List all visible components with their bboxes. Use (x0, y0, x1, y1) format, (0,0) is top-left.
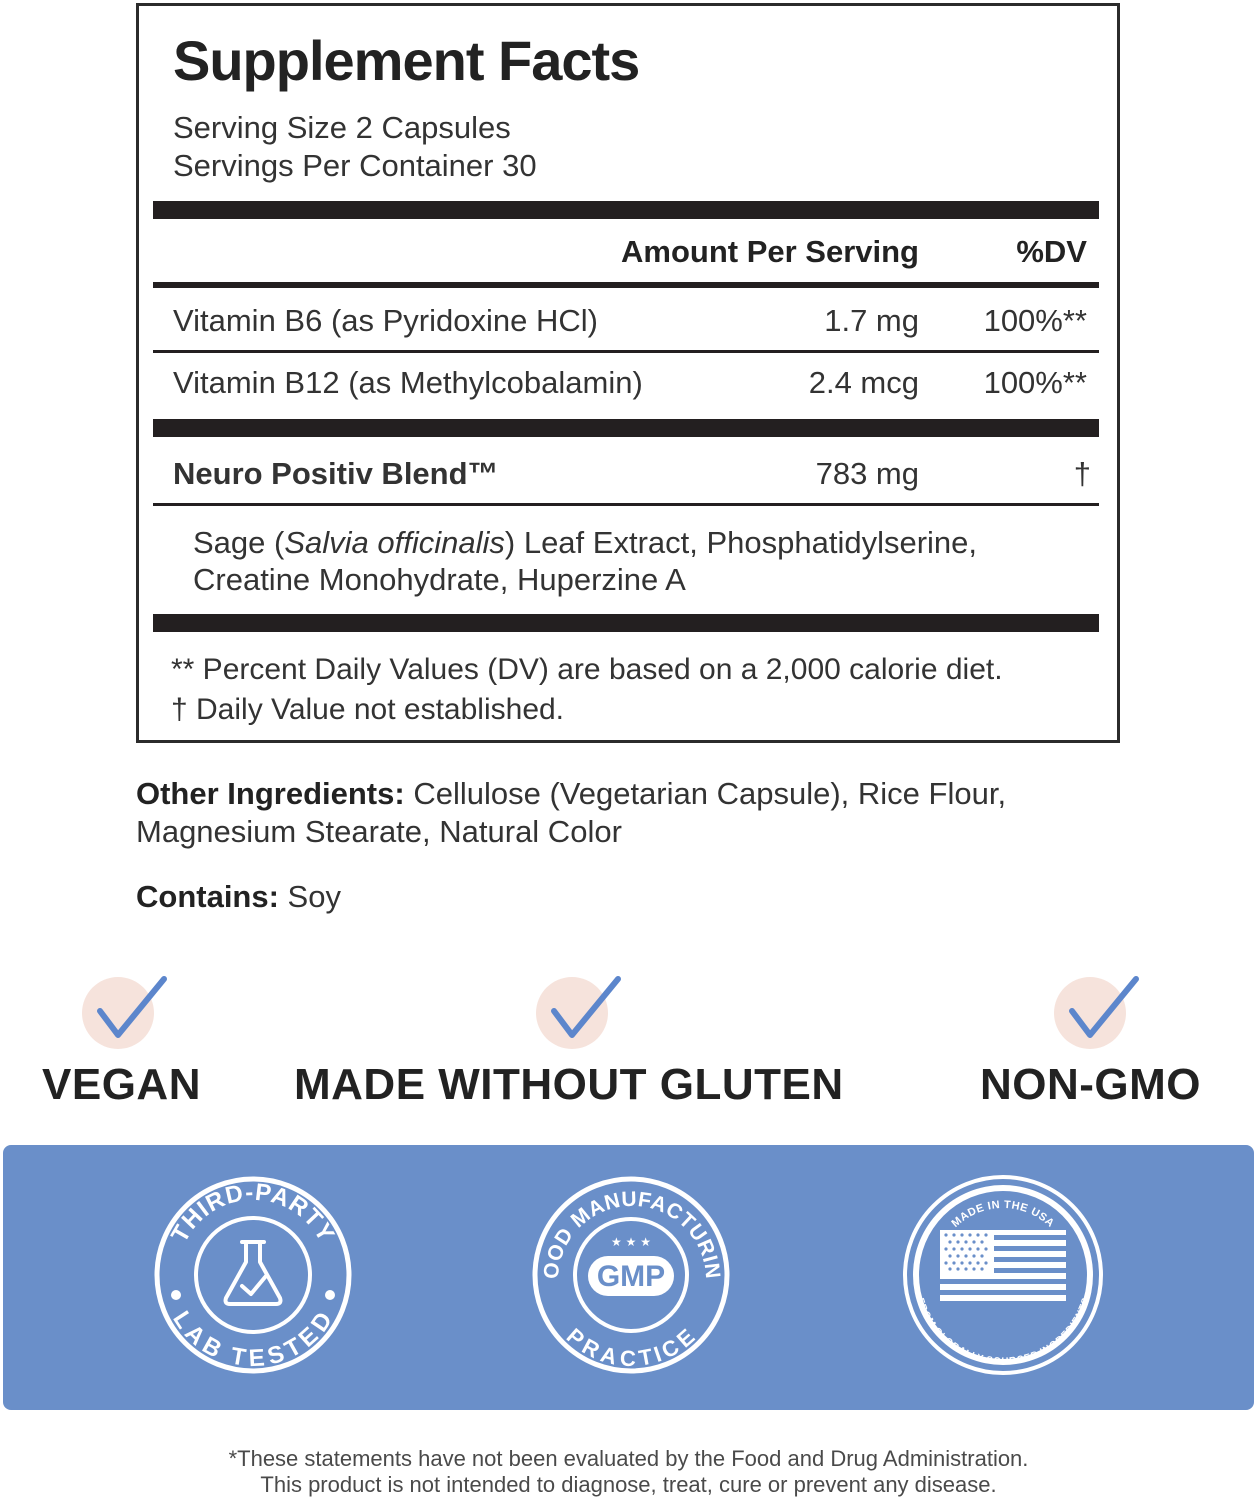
gmp-stars: ★ ★ ★ (611, 1235, 651, 1249)
divider-thick (153, 614, 1099, 632)
disclaimer-line2: This product is not intended to diagnose, treat, cure or prevent any disease. (260, 1472, 997, 1497)
row-amount: 1.7 mg (824, 303, 919, 338)
other-ingredients (136, 775, 1006, 851)
blend-ingredients-line2: Creatine Monohydrate, Huperzine A (193, 562, 686, 597)
fda-disclaimer (0, 1446, 1257, 1498)
divider-thick (153, 419, 1099, 437)
other-ingredients-line2: Magnesium Stearate, Natural Color (136, 814, 622, 849)
row-label: Vitamin B12 (as Methylcobalamin) (173, 365, 643, 400)
divider-thick (153, 201, 1099, 219)
claim-vegan: VEGAN (42, 1060, 201, 1109)
check-icon (532, 975, 642, 1065)
header-amount: Amount Per Serving (621, 234, 919, 269)
gmp-badge-top-text: OOD MANUFACTURIN (539, 1187, 725, 1281)
contains-label: Contains: (136, 879, 279, 914)
blend-ingredients-latin: Salvia officinalis (284, 525, 505, 560)
supplement-facts-panel (136, 3, 1120, 743)
claim-non-gmo: NON-GMO (980, 1060, 1202, 1109)
row-amount: 2.4 mcg (808, 365, 919, 400)
blend-amount: 783 mg (815, 456, 919, 491)
blend-dv: † (1073, 456, 1091, 491)
header-dv: %DV (1016, 234, 1087, 269)
divider (153, 503, 1099, 506)
servings-per-container: Servings Per Container 30 (173, 148, 537, 183)
check-icon (1050, 975, 1160, 1065)
footnote-dv: ** Percent Daily Values (DV) are based on a 2,000 calorie diet. (171, 653, 1003, 686)
usa-badge-top-text: MADE IN THE USA (949, 1198, 1057, 1230)
gmp-badge-bottom-text: PRACTICE (561, 1323, 701, 1372)
contains-text: Soy (278, 879, 341, 914)
claim-gluten-free: MADE WITHOUT GLUTEN (294, 1060, 844, 1109)
disclaimer-line1: *These statements have not been evaluated by the Food and Drug Administration. (228, 1446, 1029, 1471)
lab-badge-bottom-text: LAB TESTED (167, 1306, 339, 1373)
contains (136, 878, 341, 916)
lab-badge-top-text: THIRD-PARTY (166, 1178, 340, 1248)
row-dv: 100%** (983, 303, 1087, 338)
row-dv: 100%** (983, 365, 1087, 400)
gmp-badge (528, 1172, 734, 1378)
flask-icon (226, 1242, 281, 1304)
blend-ingredients-prefix: Sage ( (193, 525, 285, 560)
blend-ingredients (193, 524, 977, 598)
divider (153, 350, 1099, 353)
row-label: Vitamin B6 (as Pyridoxine HCl) (173, 303, 598, 338)
footnote-dagger: † Daily Value not established. (171, 693, 565, 726)
facts-title: Supplement Facts (173, 29, 640, 92)
us-flag-icon (940, 1230, 1066, 1306)
svg-text:LAB TESTED (167, 1306, 338, 1372)
divider (153, 282, 1099, 288)
svg-text:THIRD-PARTY (166, 1179, 340, 1247)
blend-ingredients-suffix: ) Leaf Extract, Phosphatidylserine, (504, 525, 978, 560)
blend-label: Neuro Positiv Blend™ (173, 456, 499, 491)
lab-tested-badge (150, 1172, 356, 1378)
made-in-usa-badge (900, 1172, 1106, 1378)
gmp-center-text: GMP (596, 1260, 666, 1293)
serving-size: Serving Size 2 Capsules (173, 110, 511, 145)
other-ingredients-label: Other Ingredients: (136, 776, 405, 811)
usa-badge-bottom-text: FROM GLOBALLY SOURCED INGREDIENTS (914, 1296, 1092, 1368)
other-ingredients-line1: Cellulose (Vegetarian Capsule), Rice Flour, (404, 776, 1007, 811)
check-icon (78, 975, 188, 1065)
